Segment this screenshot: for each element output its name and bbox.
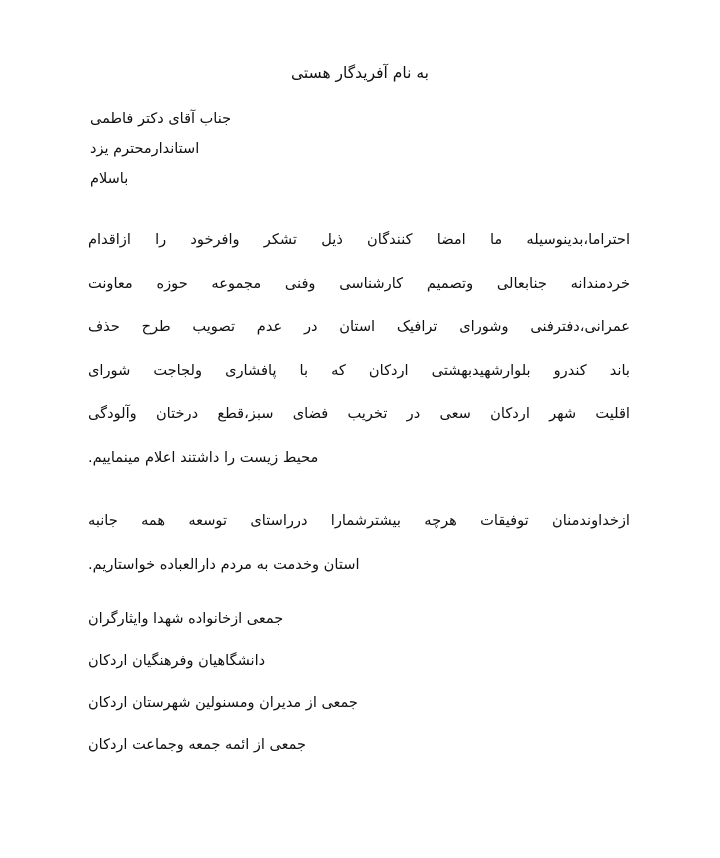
body-line: احتراما،بدینوسیله ما امضا کنندگان ذیل تشکر وافرخود را ازاقدام [88, 231, 630, 248]
signatories-block [88, 598, 630, 766]
body-paragraph-2 [88, 499, 630, 586]
paragraph-spacer [88, 491, 630, 499]
body-line: محیط زیست را داشتند اعلام مینماییم. [88, 448, 319, 466]
addressee-role: استاندارمحترم یزد [90, 141, 200, 157]
page-title: به نام آفریدگار هستی [291, 64, 429, 82]
body-line: استان وخدمت به مردم دارالعباده خواستاریم. [88, 555, 360, 573]
body-line: باند کندرو بلوارشهیدبهشتی اردکان که با پافشاری ولجاجت شورای [88, 361, 630, 379]
body-line: عمرانی،دفترفنی وشورای ترافیک استان در عدم تصویب طرح حذف [88, 318, 630, 335]
signatory-line: جمعی از ائمه جمعه وجماعت اردکان [88, 737, 306, 753]
addressee-name: جناب آقای دکتر فاطمی [90, 111, 232, 127]
signatory-line: جمعی از مدیران ومسنولین شهرستان اردکان [88, 695, 358, 711]
signatory-line: جمعی ازخانواده شهدا وایثارگران [88, 611, 284, 627]
body-line: ازخداوندمنان توفیقات هرچه بیشترشمارا درراستای توسعه همه جانبه [88, 512, 630, 529]
body-paragraph-1 [88, 218, 630, 479]
letter-body [88, 218, 630, 598]
addressee-block [90, 104, 630, 194]
signatory-line: دانشگاهیان وفرهنگیان اردکان [88, 653, 266, 669]
salutation: باسلام [90, 171, 129, 187]
body-line: اقلیت شهر اردکان سعی در تخریب فضای سبز،قطع درختان وآلودگی [88, 405, 630, 422]
body-line: خردمندانه جنابعالی وتصمیم کارشناسی وفنی مجموعه حوزه معاونت [88, 274, 630, 292]
